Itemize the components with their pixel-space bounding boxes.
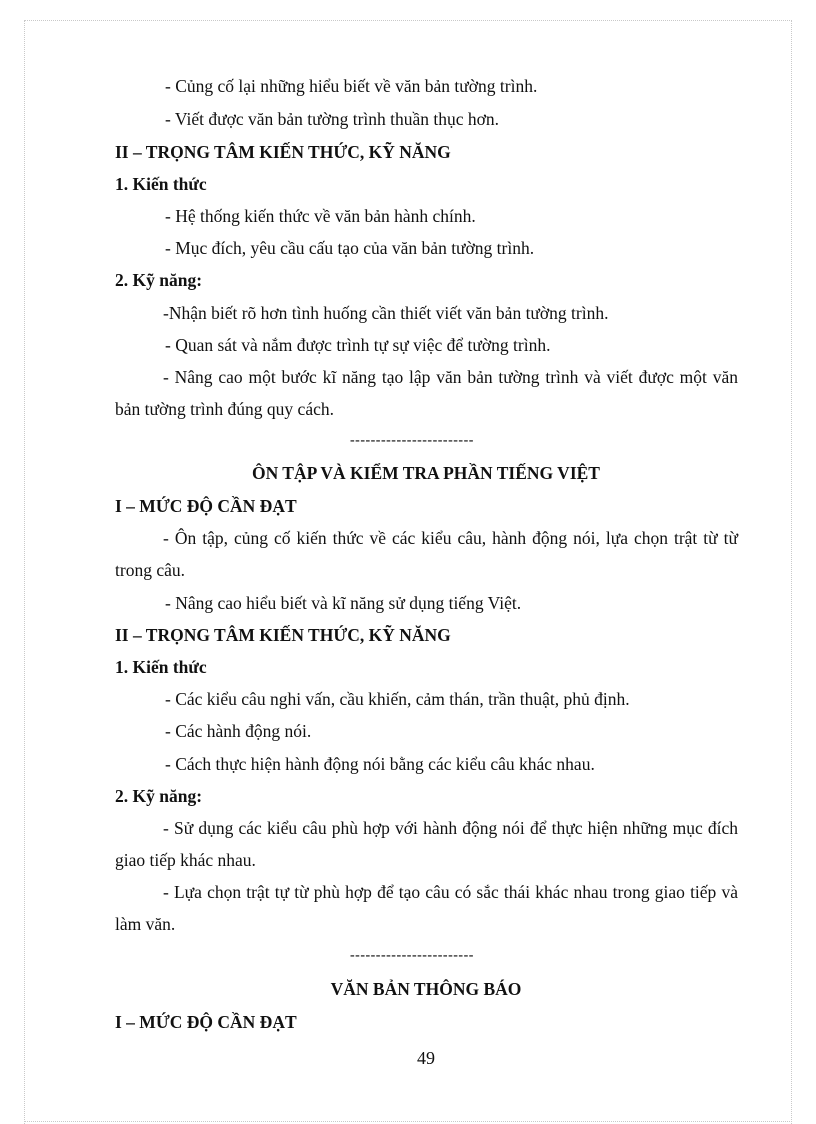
separator-line: ------------------------ [350,948,474,963]
bullet-paragraph: - Lựa chọn trật tự từ phù hợp để tạo câu có sắc thái khác nhau trong giao tiếp và làm văn. [115,882,738,934]
bullet-paragraph: - Ôn tập, củng cố kiến thức về các kiểu câu, hành động nói, lựa chọn trật từ từ trong câu. [115,528,738,580]
bullet-paragraph: - Sử dụng các kiểu câu phù hợp với hành động nói để thực hiện những mục đích giao tiếp khác nhau. [115,818,738,870]
separator-line: ------------------------ [350,433,474,448]
bullet-line: - Củng cố lại những hiểu biết về văn bản tường trình. [165,76,538,96]
subsection-heading: 2. Kỹ năng: [115,786,203,806]
bullet-line: - Các kiểu câu nghi vấn, cầu khiến, cảm thán, trần thuật, phủ định. [165,689,630,709]
bullet-line: - Hệ thống kiến thức về văn bản hành chính. [165,206,476,226]
bullet-line: - Viết được văn bản tường trình thuần thục hơn. [165,109,500,129]
section-heading: I – MỨC ĐỘ CẦN ĐẠT [115,1012,297,1032]
bullet-line: - Mục đích, yêu cầu cấu tạo của văn bản tường trình. [165,238,535,258]
bullet-line: - Quan sát và nắm được trình tự sự việc để tường trình. [165,335,551,355]
bullet-line: -Nhận biết rõ hơn tình huống cần thiết viết văn bản tường trình. [163,303,609,323]
section-title: ÔN TẬP VÀ KIỂM TRA PHẦN TIẾNG VIỆT [252,463,600,483]
section-heading: II – TRỌNG TÂM KIẾN THỨC, KỸ NĂNG [115,625,451,645]
subsection-heading: 1. Kiến thức [115,657,207,677]
section-heading: I – MỨC ĐỘ CẦN ĐẠT [115,496,297,516]
subsection-heading: 2. Kỹ năng: [115,270,203,290]
section-title: VĂN BẢN THÔNG BÁO [330,979,522,999]
page-bottom-dotted-line [24,1121,792,1122]
bullet-line: - Các hành động nói. [165,721,312,741]
bullet-paragraph: - Nâng cao một bước kĩ năng tạo lập văn bản tường trình và viết được một văn bản tường trình đúng quy cách. [115,367,738,419]
page-number: 49 [417,1048,435,1068]
section-heading: II – TRỌNG TÂM KIẾN THỨC, KỸ NĂNG [115,142,451,162]
bullet-line: - Cách thực hiện hành động nói bằng các kiểu câu khác nhau. [165,754,595,774]
bullet-line: - Nâng cao hiểu biết và kĩ năng sử dụng tiếng Việt. [165,593,522,613]
subsection-heading: 1. Kiến thức [115,174,207,194]
